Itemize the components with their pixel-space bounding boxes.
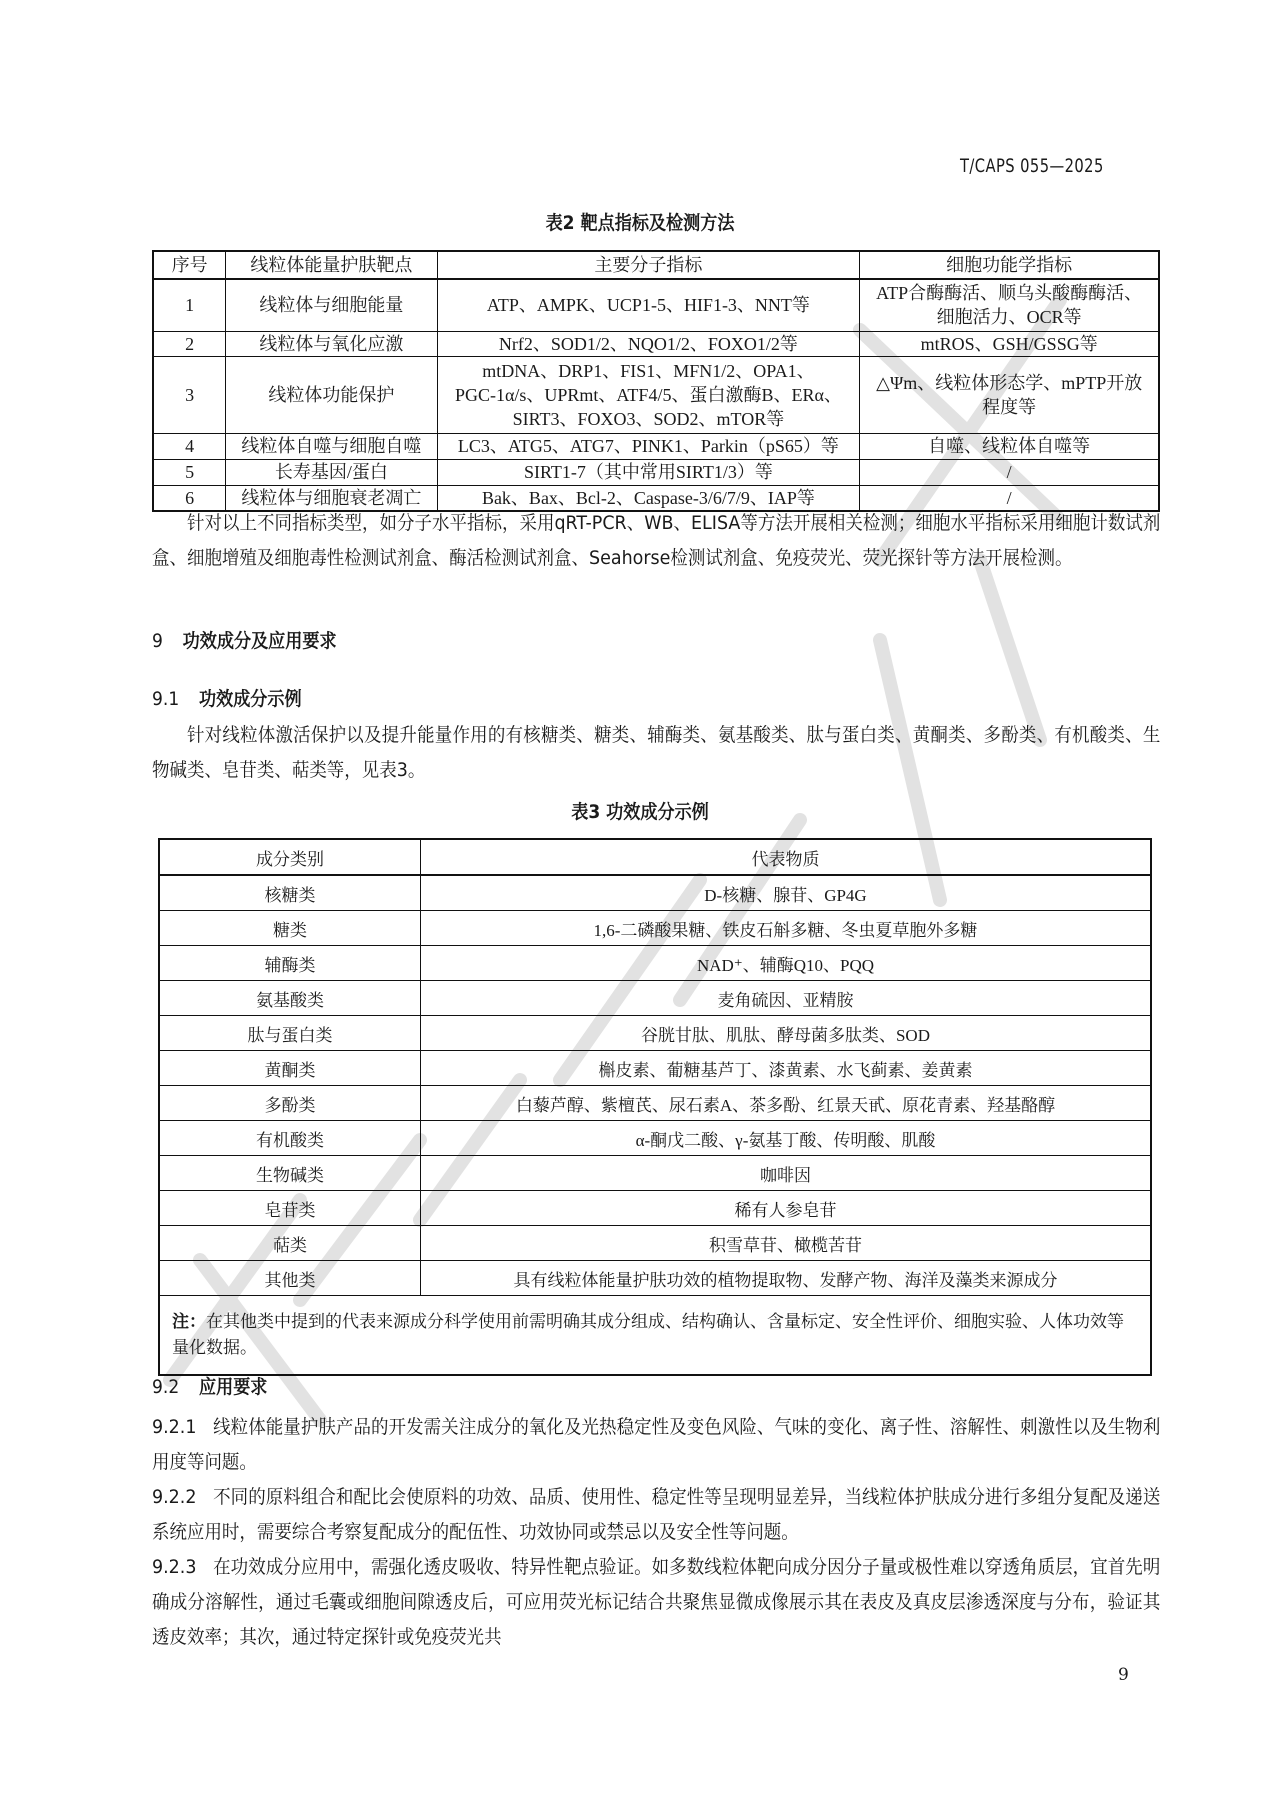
line: SIRT3、FOXO3、SOD2、mTOR等 (512, 408, 785, 429)
section-9-heading (152, 626, 337, 653)
cell-category: 生物碱类 (159, 1156, 420, 1191)
table-row (159, 875, 1151, 911)
table-row (153, 356, 1159, 433)
cell-molecular (437, 331, 860, 356)
table3-header-row (159, 839, 1151, 875)
col-header-substances: 代表物质 (420, 839, 1151, 875)
cell-target: 线粒体与氧化应激 (226, 331, 437, 356)
table-row (159, 1261, 1151, 1296)
col-header-category: 成分类别 (159, 839, 420, 875)
section-9-2-heading (152, 1372, 267, 1399)
cell-substances: 咖啡因 (420, 1156, 1151, 1191)
cell-molecular (437, 279, 860, 331)
table-row (153, 433, 1159, 459)
table2-caption: 表2 靶点指标及检测方法 (545, 212, 735, 234)
line: △Ψm、线粒体形态学、mPTP开放 (876, 372, 1143, 393)
table2-header-row (153, 251, 1159, 279)
table-row (159, 981, 1151, 1016)
cell-substances: 谷胱甘肽、肌肽、酵母菌多肽类、SOD (420, 1016, 1151, 1051)
line: 程度等 (982, 396, 1037, 417)
cell-category: 其他类 (159, 1261, 420, 1296)
page-number: 9 (1118, 1665, 1129, 1685)
line: / (1006, 462, 1012, 482)
cell-target: 线粒体与细胞衰老凋亡 (226, 485, 437, 511)
clause-text: 线粒体能量护肤产品的开发需关注成分的氧化及光热稳定性及变色风险、气味的变化、离子性、溶解性、刺激性以及生物利用度等问题。 (152, 1416, 1161, 1473)
cell-no: 1 (153, 279, 226, 331)
cell-cellular (860, 356, 1159, 433)
line: PGC-1α/s、UPRmt、ATF4/5、蛋白激酶B、ERα、 (454, 384, 842, 405)
cell-substances: 1,6-二磷酸果糖、铁皮石斛多糖、冬虫夏草胞外多糖 (420, 911, 1151, 946)
line: mtDNA、DRP1、FIS1、MFN1/2、OPA1、 (482, 360, 815, 381)
cell-category: 萜类 (159, 1226, 420, 1261)
cell-substances: 积雪草苷、橄榄苦苷 (420, 1226, 1151, 1261)
section-title: 功效成分及应用要求 (182, 630, 337, 652)
line: ATP、AMPK、UCP1-5、HIF1-3、NNT等 (486, 295, 810, 316)
table-row (153, 331, 1159, 356)
table-row (159, 1121, 1151, 1156)
cell-category: 氨基酸类 (159, 981, 420, 1016)
clause-number: 9.2.3 (152, 1556, 197, 1578)
cell-category: 多酚类 (159, 1086, 420, 1121)
col-header-cellular: 细胞功能学指标 (860, 251, 1159, 279)
section-title: 应用要求 (198, 1376, 268, 1398)
cell-cellular (860, 279, 1159, 331)
cell-target: 线粒体自噬与细胞自噬 (226, 433, 437, 459)
cell-substances: D-核糖、腺苷、GP4G (420, 875, 1151, 911)
cell-cellular (860, 433, 1159, 459)
clause-9-2-2 (152, 1480, 1160, 1550)
table-row (153, 279, 1159, 331)
table3-caption: 表3 功效成分示例 (571, 801, 709, 823)
col-header-no: 序号 (153, 251, 226, 279)
section-9-1-heading (152, 684, 302, 711)
cell-cellular (860, 459, 1159, 485)
line: 细胞活力、OCR等 (936, 307, 1082, 328)
cell-substances: 具有线粒体能量护肤功效的植物提取物、发酵产物、海洋及藻类来源成分 (420, 1261, 1151, 1296)
cell-category: 糖类 (159, 911, 420, 946)
cell-no: 4 (153, 433, 226, 459)
line: / (1006, 487, 1012, 508)
cell-substances: 白藜芦醇、紫檀芪、尿石素A、茶多酚、红景天甙、原花青素、羟基酪醇 (420, 1086, 1151, 1121)
section-number: 9.2 (152, 1376, 180, 1398)
section-number: 9 (152, 630, 163, 652)
cell-no: 5 (153, 459, 226, 485)
cell-category: 皂苷类 (159, 1191, 420, 1226)
table-row (159, 1191, 1151, 1226)
cell-target: 线粒体功能保护 (226, 356, 437, 433)
cell-target: 长寿基因/蛋白 (226, 459, 437, 485)
table-row (159, 1016, 1151, 1051)
table-note (159, 1296, 1151, 1376)
table-row (159, 911, 1151, 946)
line: Nrf2、SOD1/2、NQO1/2、FOXO1/2等 (498, 333, 798, 354)
line: SIRT1-7（其中常用SIRT1/3）等 (524, 462, 773, 482)
document-code: T/CAPS 055—2025 (960, 155, 1104, 177)
cell-substances: α-酮戊二酸、γ-氨基丁酸、传明酸、肌酸 (420, 1121, 1151, 1156)
cell-category: 肽与蛋白类 (159, 1016, 420, 1051)
line: LC3、ATG5、ATG7、PINK1、Parkin（pS65）等 (457, 436, 839, 456)
cell-category: 有机酸类 (159, 1121, 420, 1156)
table-row (153, 459, 1159, 485)
cell-substances: NAD⁺、辅酶Q10、PQQ (420, 946, 1151, 981)
cell-molecular (437, 433, 860, 459)
cell-no: 2 (153, 331, 226, 356)
line: mtROS、GSH/GSSG等 (920, 333, 1098, 354)
clause-text: 在功效成分应用中，需强化透皮吸收、特异性靶点验证。如多数线粒体靶向成分因分子量或极性难以穿透角质层，宜首先明确成分溶解性，通过毛囊或细胞间隙透皮后，可应用荧光标记结合共聚焦显微成像展示其在表皮及真皮层渗透深度与分布，验证其透皮效率；其次，通过特定探针或免疫荧光共 (152, 1556, 1161, 1648)
cell-category: 辅酶类 (159, 946, 420, 981)
cell-no: 3 (153, 356, 226, 433)
section-number: 9.1 (152, 688, 180, 710)
section-9-1-paragraph: 针对线粒体激活保护以及提升能量作用的有核糖类、糖类、辅酶类、氨基酸类、肽与蛋白类、黄酮类、多酚类、有机酸类、生物碱类、皂苷类、萜类等，见表3。 (152, 724, 1161, 781)
cell-substances: 稀有人参皂苷 (420, 1191, 1151, 1226)
cell-molecular (437, 459, 860, 485)
clause-number: 9.2.1 (152, 1416, 197, 1438)
cell-category: 核糖类 (159, 875, 420, 911)
cell-molecular (437, 356, 860, 433)
line: ATP合酶酶活、顺乌头酸酶酶活、 (876, 283, 1143, 304)
cell-cellular (860, 331, 1159, 356)
line: Bak、Bax、Bcl-2、Caspase-3/6/7/9、IAP等 (481, 487, 815, 508)
cell-no: 6 (153, 485, 226, 511)
clause-number: 9.2.2 (152, 1486, 197, 1508)
clause-9-2-3 (152, 1550, 1160, 1655)
col-header-molecular: 主要分子指标 (437, 251, 860, 279)
note-label: 注： (172, 1312, 206, 1331)
table3-active-ingredients (158, 838, 1152, 1376)
table-row (159, 1226, 1151, 1261)
line: 自噬、线粒体自噬等 (928, 436, 1091, 456)
table2-target-indicators (152, 250, 1160, 512)
section-title: 功效成分示例 (198, 688, 302, 710)
cell-target: 线粒体与细胞能量 (226, 279, 437, 331)
note-text: 在其他类中提到的代表来源成分科学使用前需明确其成分组成、结构确认、含量标定、安全性评价、细胞实验、人体功效等量化数据。 (172, 1312, 1124, 1357)
table-row (159, 1086, 1151, 1121)
cell-substances: 麦角硫因、亚精胺 (420, 981, 1151, 1016)
cell-category: 黄酮类 (159, 1051, 420, 1086)
cell-substances: 槲皮素、葡糖基芦丁、漆黄素、水飞蓟素、姜黄素 (420, 1051, 1151, 1086)
col-header-target: 线粒体能量护肤靶点 (226, 251, 437, 279)
table-row (159, 946, 1151, 981)
clause-text: 不同的原料组合和配比会使原料的功效、品质、使用性、稳定性等呈现明显差异，当线粒体护肤成分进行多组分复配及递送系统应用时，需要综合考察复配成分的配伍性、功效协同或禁忌以及安全性等问题。 (152, 1486, 1161, 1543)
table-note-row (159, 1296, 1151, 1376)
clause-9-2-1 (152, 1410, 1160, 1480)
table-row (159, 1051, 1151, 1086)
detection-methods-paragraph: 针对以上不同指标类型，如分子水平指标，采用qRT-PCR、WB、ELISA等方法开展相关检测；细胞水平指标采用细胞计数试剂盒、细胞增殖及细胞毒性检测试剂盒、酶活检测试剂盒、Seahorse检测试剂盒、免疫荧光、荧光探针等方法开展检测。 (152, 512, 1161, 569)
table-row (159, 1156, 1151, 1191)
